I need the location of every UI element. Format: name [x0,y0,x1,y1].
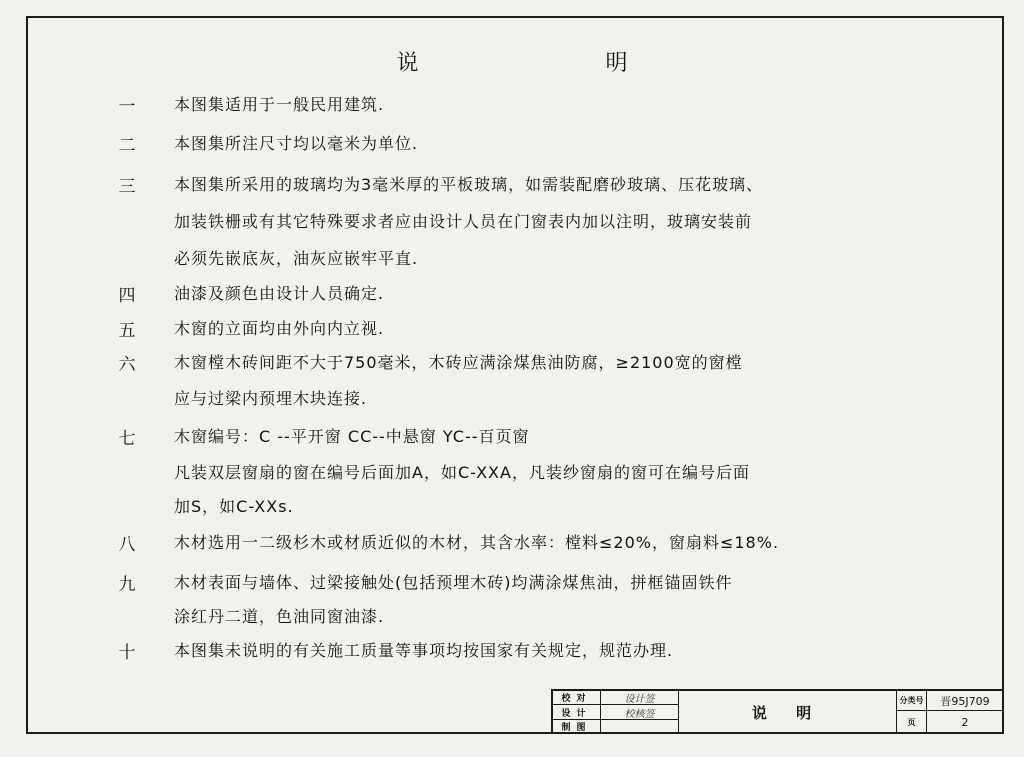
title-block [551,689,1004,734]
page-number: 2 [927,711,1004,734]
note-number: 一 [118,97,136,117]
atlas-number-label: 分类号 [897,691,927,711]
note-text: 本图集适用于一般民用建筑. [174,95,385,114]
designer-signature: 校核签 [601,705,679,720]
note-number: 四 [118,286,136,306]
note-text: 木材表面与墙体、过梁接触处(包括预埋木砖)均满涂煤焦油，拼框锚固铁件 [174,573,733,592]
note-text: 本图集所采用的玻璃均为3毫米厚的平板玻璃，如需装配磨砂玻璃、压花玻璃、 [174,175,764,194]
note-text: 木窗的立面均由外向内立视. [174,319,385,338]
note-number: 六 [118,355,136,375]
note-text: 油漆及颜色由设计人员确定. [174,284,385,303]
page-label: 页 [897,711,927,734]
note-text: 凡装双层窗扇的窗在编号后面加A，如C-XXA，凡装纱窗扇的窗可在编号后面 [174,463,750,482]
note-text: 加装铁栅或有其它特殊要求者应由设计人员在门窗表内加以注明，玻璃安装前 [174,212,753,231]
note-text: 涂红丹二道，色油同窗油漆. [174,607,385,626]
note-text: 必须先嵌底灰，油灰应嵌牢平直. [174,249,419,268]
drafter-signature [601,720,679,734]
note-number: 七 [118,429,136,449]
note-text: 应与过梁内预埋木块连接. [174,389,368,408]
drawing-title: 说 明 [679,691,897,734]
note-number: 九 [118,575,136,595]
atlas-number: 晋95J709 [927,691,1004,711]
page-title: 说 明 [396,51,718,76]
checker-label: 校对 [553,691,601,705]
note-number: 八 [118,535,136,555]
checker-signature: 设计签 [601,691,679,705]
note-number: 五 [118,321,136,341]
note-text: 本图集未说明的有关施工质量等事项均按国家有关规定，规范办理. [174,641,674,660]
note-number: 二 [118,136,136,156]
note-text: 木窗樘木砖间距不大于750毫米，木砖应满涂煤焦油防腐，≥2100宽的窗樘 [174,353,743,372]
note-number: 十 [118,643,136,663]
note-text: 木窗编号：C --平开窗 CC--中悬窗 YC--百页窗 [174,427,530,446]
note-text: 木材选用一二级杉木或材质近似的木材，其含水率：樘料≤20%，窗扇料≤18%. [174,533,780,552]
note-text: 本图集所注尺寸均以毫米为单位. [174,134,419,153]
note-number: 三 [118,177,136,197]
note-text: 加S，如C-XXs. [174,497,294,516]
drawing-frame [26,16,1004,734]
designer-label: 设计 [553,705,601,720]
drafter-label: 制图 [553,720,601,734]
